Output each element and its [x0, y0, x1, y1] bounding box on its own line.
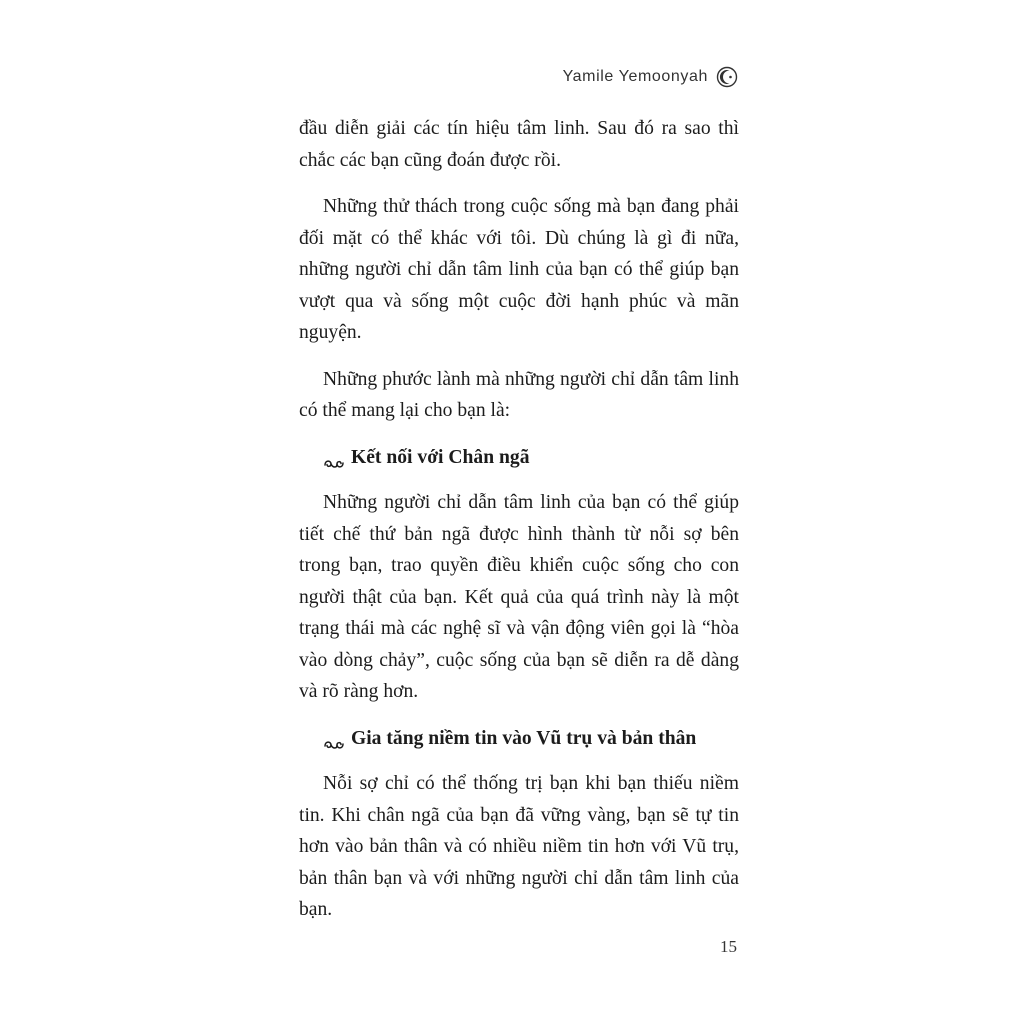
running-header: [563, 66, 738, 88]
page-number: 15: [720, 937, 737, 956]
section-heading-text: Gia tăng niềm tin vào Vũ trụ và bản thân: [351, 727, 697, 749]
section-heading: [299, 442, 739, 474]
ornament-icon: [323, 450, 345, 464]
paragraph: đầu diễn giải các tín hiệu tâm linh. Sau đó ra sao thì chắc các bạn cũng đoán được rồi.: [299, 118, 739, 171]
paragraph: Nỗi sợ chỉ có thể thống trị bạn khi bạn thiếu niềm tin. Khi chân ngã của bạn đã vững vàng, bạn sẽ tự tin hơn vào bản thân và có nhiều niềm tin hơn với Vũ trụ, bản thân bạn và với những người chỉ dẫn tâm linh của bạn.: [299, 773, 739, 920]
ornament-icon: [323, 731, 345, 745]
author-name: Yamile Yemoonyah: [562, 68, 708, 85]
paragraph: Những phước lành mà những người chỉ dẫn tâm linh có thể mang lại cho bạn là:: [299, 368, 739, 421]
paragraph: Những người chỉ dẫn tâm linh của bạn có thể giúp tiết chế thứ bản ngã được hình thành từ nỗi sợ bên trong bạn, trao quyền điều khiển cuộc sống cho con người thật của bạn. Kết quả của quá trình này là một trạng thái mà các nghệ sĩ và vận động viên gọi là “hòa vào dòng chảy”, cuộc sống của bạn sẽ diễn ra dễ dàng và rõ ràng hơn.: [299, 492, 739, 702]
crescent-moon-icon: [716, 66, 738, 88]
paragraph: Những thử thách trong cuộc sống mà bạn đang phải đối mặt có thể khác với tôi. Dù chúng là gì đi nữa, những người chỉ dẫn tâm linh của bạn có thể giúp bạn vượt qua và sống một cuộc đời hạnh phúc và mãn nguyện.: [299, 196, 739, 343]
section-heading-text: Kết nối với Chân ngã: [351, 446, 530, 468]
body-text: [299, 113, 739, 941]
section-heading: [299, 723, 739, 755]
